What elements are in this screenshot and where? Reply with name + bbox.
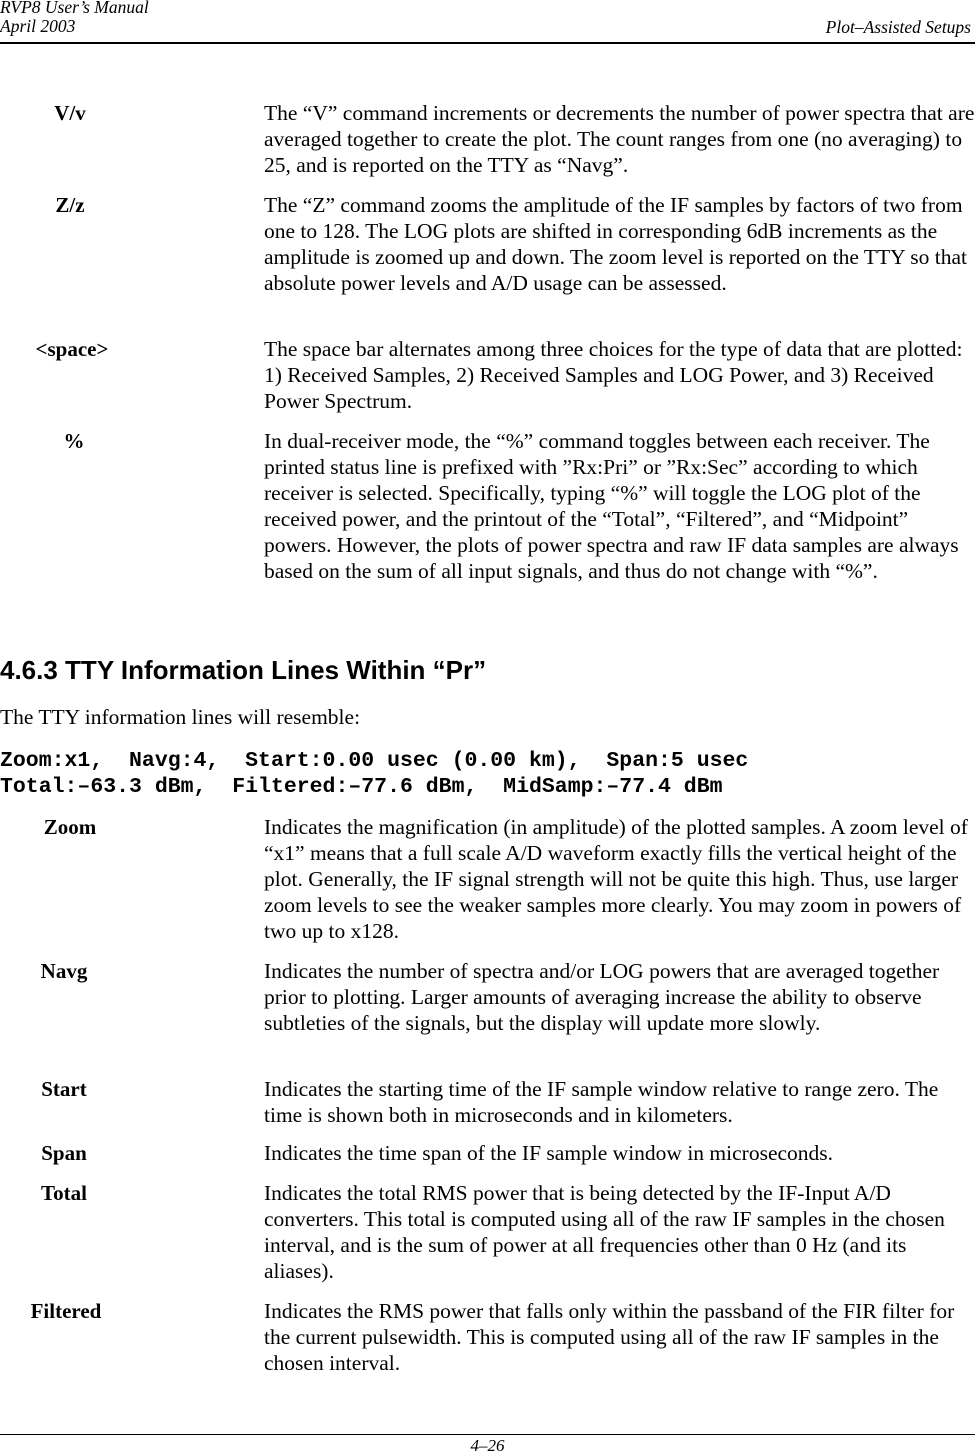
section-title: Plot–Assisted Setups (825, 17, 971, 37)
manual-date: April 2003 (0, 16, 76, 36)
definition-text: Indicates the starting time of the IF sample window relative to range zero. The time is shown both in microseconds and in kilometers. (264, 1077, 939, 1127)
definition-text: Indicates the number of spectra and/or LOG powers that are averaged together prior to plotting. Larger amounts of averaging increase the ability to observe subtleties of the signals, but the display will update more slowly. (264, 959, 940, 1035)
definition-term: % (63, 429, 85, 453)
definition-term: <space> (35, 337, 109, 361)
definition-text: In dual-receiver mode, the “%” command toggles between each receiver. The printed status line is prefixed with ”Rx:Pri” or ”Rx:Sec” according to which receiver is selected. Specifically, typing “%” will toggle the LOG plot of the received power, and the printout of the “Total”, “Filtered”, and “Midpoint” powers. However, the plots of power spectra and raw IF data samples are always based on the sum of all input signals, and thus do not change with “%”. (264, 429, 959, 583)
definition-term: Zoom (43, 815, 97, 839)
definition-text: The space bar alternates among three choices for the type of data that are plotted: 1) Received Samples, 2) Received Samples and LOG Power, and 3) Received Power Spectrum. (264, 337, 963, 413)
page-number: 4–26 (470, 1436, 505, 1455)
definition-term: Z/z (55, 193, 85, 217)
definition-text: Indicates the RMS power that falls only within the passband of the FIR filter for the current pulsewidth. This is computed using all of the raw IF samples in the chosen interval. (264, 1299, 955, 1375)
definition-text: The “Z” command zooms the amplitude of the IF samples by factors of two from one to 128. The LOG plots are shifted in corresponding 6dB increments as the amplitude is zoomed up and down. The zoom level is reported on the TTY so that absolute power levels and A/D usage can be assessed. (264, 193, 967, 295)
code-line: Total:–63.3 dBm, Filtered:–77.6 dBm, MidSamp:–77.4 dBm (0, 775, 723, 799)
definition-term: Filtered (30, 1299, 102, 1323)
definition-text: Indicates the magnification (in amplitude) of the plotted samples. A zoom level of “x1” means that a full scale A/D waveform exactly fills the vertical height of the plot. Generally, the IF signal strength will not be quite this high. Thus, use larger zoom levels to see the weaker samples more clearly. You may zoom in powers of two up to x128. (264, 815, 968, 943)
page-header (0, 0, 975, 44)
manual-title: RVP8 User’s Manual (0, 0, 149, 17)
definition-text: Indicates the time span of the IF sample window in microseconds. (264, 1141, 834, 1165)
definition-term: Start (41, 1077, 87, 1101)
footer-rule (0, 1434, 975, 1435)
code-line: Zoom:x1, Navg:4, Start:0.00 usec (0.00 km), Span:5 usec (0, 749, 749, 773)
section-heading: 4.6.3 TTY Information Lines Within “Pr” (0, 655, 487, 685)
section-intro: The TTY information lines will resemble: (0, 705, 361, 729)
definition-term: Span (41, 1141, 87, 1165)
header-rule (0, 42, 975, 44)
definition-text: Indicates the total RMS power that is being detected by the IF-Input A/D converters. This total is computed using all of the raw IF samples in the chosen interval, and is the sum of power at all frequencies other than 0 Hz (and its aliases). (264, 1181, 945, 1283)
definition-term: Navg (40, 959, 88, 983)
header-left (0, 0, 149, 36)
definition-term: V/v (54, 101, 86, 125)
definition-text: The “V” command increments or decrements the number of power spectra that are averaged together to create the plot. The count ranges from one (no averaging) to 25, and is reported on the TTY as “Navg”. (264, 101, 975, 177)
definition-term: Total (41, 1181, 87, 1205)
